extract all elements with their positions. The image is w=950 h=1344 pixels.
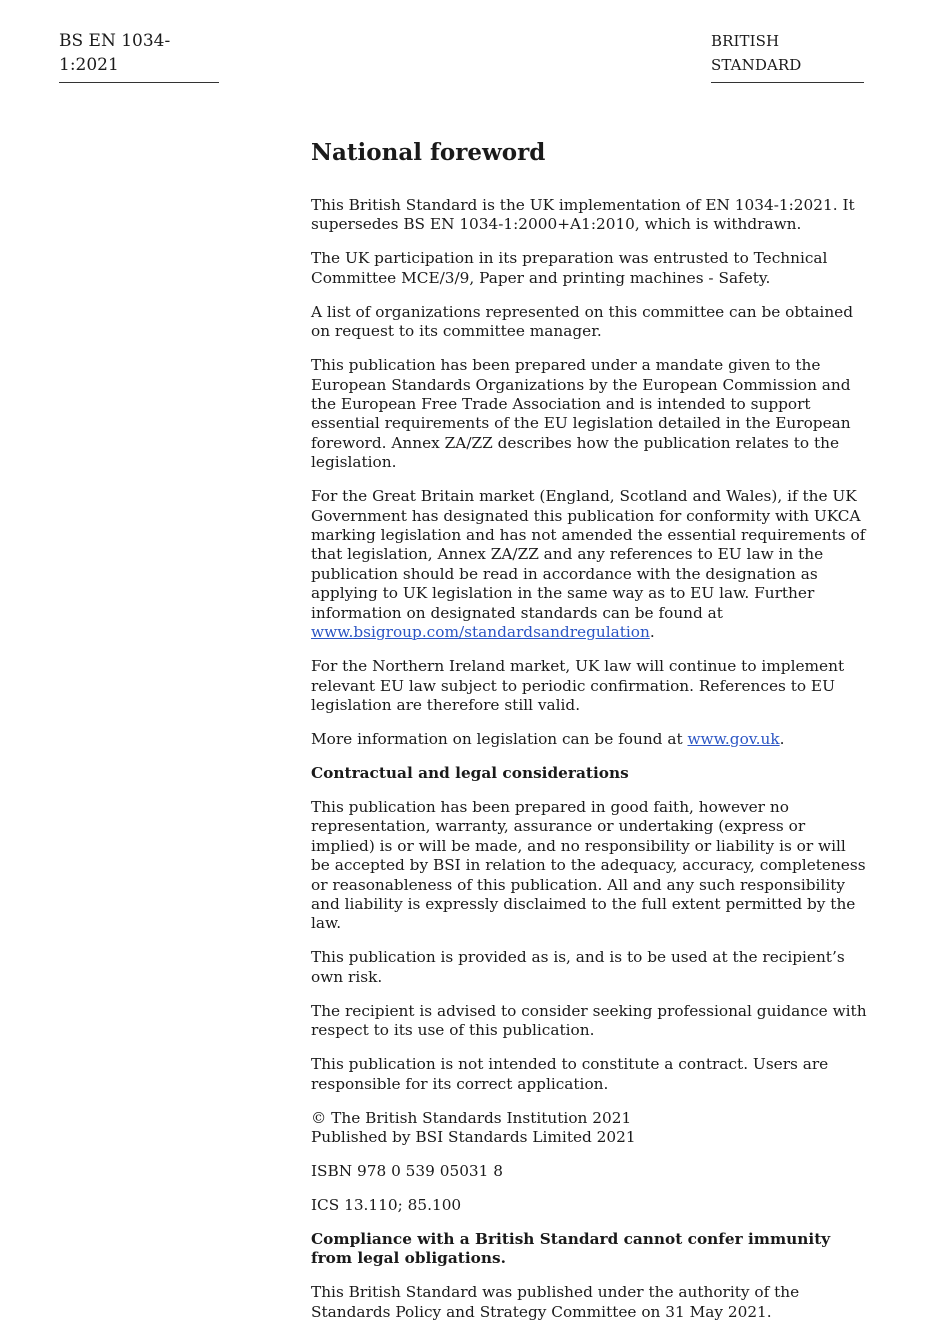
paragraph-implementation: This British Standard is the UK implementation of EN 1034-1:2021. It supersedes BS EN 1034-1:2000+A1:2010, which is withdrawn.: [311, 196, 855, 234]
paragraph-guidance: The recipient is advised to consider seeking professional guidance with respect to its use of this publication.: [311, 1001, 867, 1040]
standard-label: BRITISH STANDARD: [711, 29, 864, 83]
copyright-line: © The British Standards Institution 2021: [311, 1108, 632, 1127]
paragraph-ics: ICS 13.110; 85.100: [311, 1195, 462, 1214]
publisher-line: Published by BSI Standards Limited 2021: [311, 1127, 636, 1146]
gb-market-text: For the Great Britain market (England, Scotland and Wales), if the UK Government has designated this publication for conformity with UKCA marking legislation and has not amended the essential requirements of that legislation, Annex ZA/ZZ and any references to EU law in the publication should be read in accordance with the designation as applying to UK legislation in the same way as to EU law. Further information on designated standards can be found at: [311, 487, 866, 622]
gov-uk-link[interactable]: www.gov.uk: [687, 729, 780, 748]
paragraph-compliance: Compliance with a British Standard cannot confer immunity from legal obligations.: [311, 1229, 831, 1268]
bsigroup-link[interactable]: www.bsigroup.com/standardsandregulation: [311, 623, 650, 642]
more-info-end: .: [779, 729, 785, 748]
paragraph-not-contract: This publication is not intended to constitute a contract. Users are responsible for its correct application.: [311, 1055, 829, 1093]
paragraph-isbn: ISBN 978 0 539 05031 8: [311, 1161, 503, 1180]
paragraph-good-faith: This publication has been prepared in good faith, however no representation, warranty, assurance or undertaking (express or implied) is or will be made, and no responsibility or liability is or will be accepted by BSI in relation to the adequacy, accuracy, completeness or reasonableness of this publication. All and any such responsibility and liability is expressly disclaimed to the full extent permitted by the law.: [311, 797, 866, 933]
page-title: National foreword: [311, 139, 546, 166]
document-id: BS EN 1034-1:2021: [59, 29, 219, 83]
paragraph-ni-market: For the Northern Ireland market, UK law will continue to implement relevant EU law subject to periodic confirmation. References to EU legislation are therefore still valid.: [311, 657, 845, 714]
paragraph-own-risk: This publication is provided as is, and is to be used at the recipient’s own risk.: [311, 948, 845, 986]
paragraph-committee: The UK participation in its preparation was entrusted to Technical Committee MCE/3/9, Paper and printing machines - Safety.: [311, 249, 828, 287]
more-info-text: More information on legislation can be found at: [311, 729, 688, 748]
paragraph-gb-market: [311, 487, 867, 642]
heading-contractual: Contractual and legal considerations: [311, 763, 629, 782]
paragraph-organizations: A list of organizations represented on this committee can be obtained on request to its committee manager.: [311, 302, 854, 341]
paragraph-authority: This British Standard was published under the authority of the Standards Policy and Strategy Committee on 31 May 2021.: [311, 1283, 800, 1321]
paragraph-more-info: [311, 730, 867, 749]
paragraph-mandate: This publication has been prepared under a mandate given to the European Standards Organizations by the European Commission and the European Free Trade Association and is intended to support essential requirements of the EU legislation detailed in the European foreword. Annex ZA/ZZ describes how the publication relates to the legislation.: [311, 356, 851, 472]
foreword-body: [311, 137, 867, 1337]
paragraph-copyright: [311, 1109, 867, 1148]
gb-market-end: .: [649, 623, 655, 642]
